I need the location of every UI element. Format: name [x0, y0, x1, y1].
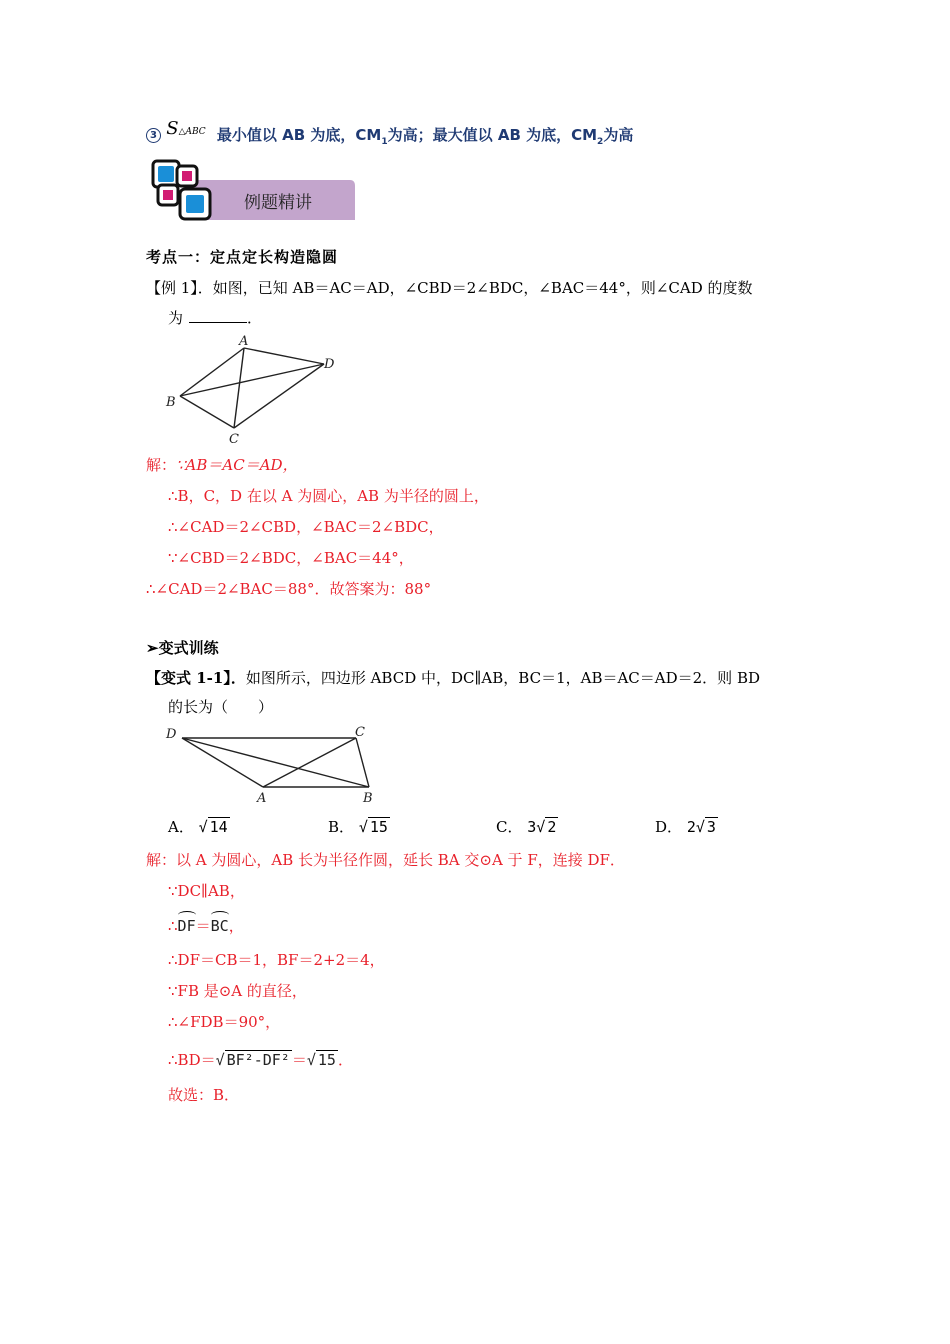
point-label-C: C	[355, 725, 365, 740]
equals-sign: ＝	[195, 917, 211, 935]
arc-DF: DF	[177, 917, 196, 935]
header-text: 最小值以 AB 为底，CM	[216, 126, 382, 144]
header-sub2: 2	[597, 137, 604, 147]
point-label-D: D	[324, 357, 335, 372]
variant-question	[146, 668, 760, 688]
header-sub1: 1	[381, 137, 388, 147]
answer-blank	[189, 308, 247, 323]
example-1-line2-text: 为	[168, 309, 184, 327]
option-c-radicand: 2	[547, 818, 557, 836]
bd-equals: ∴BD＝	[168, 1051, 216, 1069]
example-1-question	[146, 278, 753, 298]
variant-line2: 的长为（ ）	[168, 698, 274, 716]
segment-BC	[180, 396, 234, 428]
example-1-line2	[168, 308, 262, 328]
sqrt-expression: √ BF²-DF²	[215, 1051, 290, 1069]
segment-AD	[244, 348, 324, 364]
solution-2-line-4: ∴DF＝CB＝1，BF＝2+2＝4，	[168, 951, 385, 969]
solution-1-line-2: ∴B，C，D 在以 A 为圆心，AB 为半径的圆上，	[168, 487, 489, 505]
arc-BC: BC	[210, 917, 229, 935]
solution-2-line-5: ∵FB 是⊙A 的直径，	[168, 982, 307, 1000]
solution-2-line-6: ∴∠FDB＝90°，	[168, 1013, 281, 1031]
solution-1-line-3: ∴∠CAD＝2∠CBD，∠BAC＝2∠BDC，	[168, 518, 444, 536]
solution-2-line-2: ∵DC∥AB，	[168, 882, 245, 900]
option-b-radicand: 15	[369, 818, 388, 836]
solution-2-line-7	[168, 1050, 353, 1070]
option-a[interactable]	[168, 817, 230, 837]
point-label-B: B	[166, 395, 176, 410]
point-label-B: B	[363, 791, 373, 806]
figure-variant-1	[160, 720, 380, 808]
solution-1-line-1	[146, 455, 298, 475]
banner-title: 例题精讲	[244, 193, 312, 213]
point-label-A: A	[257, 791, 267, 806]
therefore-symbol: ∴	[168, 917, 178, 935]
radicand-bf-df: BF²-DF²	[226, 1051, 290, 1069]
icon-square-2-fill	[182, 171, 192, 181]
option-c[interactable]	[496, 817, 558, 837]
icon-square-1-fill	[158, 166, 174, 182]
area-subscript: △ABC	[178, 127, 206, 137]
solution-label: 解：	[146, 456, 177, 474]
header-text-end: 为高	[603, 126, 634, 144]
solution-1-line-5: ∴∠CAD＝2∠BAC＝88°．故答案为：88°	[146, 580, 432, 598]
header-text-mid: 为高；最大值以 AB 为底，CM	[387, 126, 598, 144]
figure-example-1	[160, 332, 350, 450]
segment-CB	[356, 738, 369, 787]
example-1-period: ．	[247, 309, 263, 327]
option-b-value: √ 15	[358, 818, 388, 836]
point-label-D: D	[166, 727, 177, 742]
header-line	[146, 118, 634, 155]
option-c-value: 3√ 2	[527, 818, 557, 836]
segment-AC	[234, 348, 244, 428]
solution-2-line-3	[168, 916, 244, 936]
icon-square-3-fill	[163, 190, 173, 200]
point-label-A: A	[239, 334, 249, 349]
equals-sign-2: ＝	[291, 1051, 307, 1069]
example-1-condition: AB＝AC＝AD，∠CBD＝2∠BDC，∠BAC＝44°，则∠CAD 的度数	[292, 279, 753, 297]
option-c-letter: C．	[496, 818, 523, 836]
radicand-15: 15	[317, 1051, 336, 1069]
solution-2-line-8: 故选：B．	[168, 1086, 240, 1104]
solution-1-line-4: ∵∠CBD＝2∠BDC，∠BAC＝44°，	[168, 549, 414, 567]
period: ．	[337, 1051, 353, 1069]
circled-number: 3	[146, 128, 161, 143]
option-d[interactable]	[655, 817, 718, 837]
option-b[interactable]	[328, 817, 390, 837]
segment-DA	[182, 738, 263, 787]
option-c-coef: 3	[527, 818, 537, 836]
option-d-coef: 2	[686, 818, 696, 836]
example-1-label: 【例 1】．如图，已知	[146, 279, 293, 297]
option-a-radicand: 14	[209, 818, 228, 836]
point-label-C: C	[229, 432, 239, 447]
option-d-letter: D．	[655, 818, 683, 836]
variant-heading: ➢变式训练	[146, 639, 219, 657]
variant-label: 【变式 1-1】．	[146, 669, 246, 687]
section-banner	[150, 158, 356, 224]
comma: ，	[228, 917, 244, 935]
area-symbol: S	[166, 118, 179, 139]
option-a-value: √ 14	[198, 818, 228, 836]
option-a-letter: A．	[168, 818, 194, 836]
solution-2-line-1: 解：以 A 为圆心，AB 长为半径作圆，延长 BA 交⊙A 于 F，连接 DF．	[146, 851, 625, 869]
option-b-letter: B．	[328, 818, 355, 836]
section-title: 考点一：定点定长构造隐圆	[146, 248, 339, 266]
option-d-value: 2√ 3	[686, 818, 716, 836]
solution-1-text-1: ∵AB＝AC＝AD，	[176, 456, 298, 474]
option-d-radicand: 3	[706, 818, 716, 836]
variant-text: 如图所示，四边形 ABCD 中，DC∥AB，BC＝1，AB＝AC＝AD＝2．则 BD	[245, 669, 760, 687]
icon-square-4-fill	[186, 195, 204, 213]
sqrt-15: √ 15	[306, 1051, 336, 1069]
